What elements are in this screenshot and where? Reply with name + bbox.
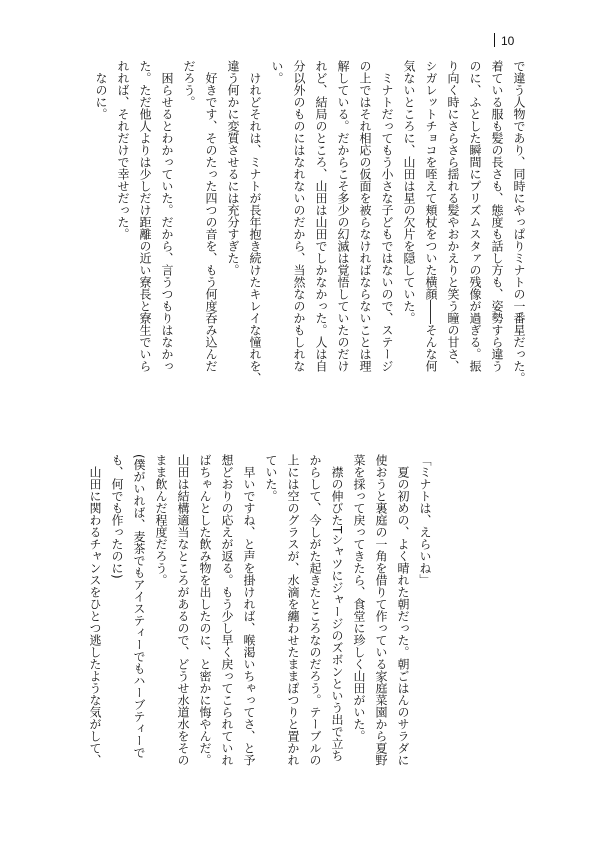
text-line: 違う何かに変質させるには充分すぎた。	[226, 60, 240, 276]
text-line: れれば、それだけで幸せだった。	[116, 60, 130, 240]
text-line: 着ている服も髪の長さも、態度も話し方も、姿勢すら違う	[490, 60, 504, 372]
text-line: ばちゃんとした飲み物を出したのに、と密かに悔やんだ。	[198, 454, 212, 766]
text-line: なのに。	[94, 60, 108, 120]
text-line: 襟の伸びたTシャツにジャージのズボンという出で立ち	[330, 454, 344, 762]
text-line: だろう。	[182, 60, 196, 108]
text-line: れど、結局のところ、山田は山田でしかなかった。人は自	[314, 60, 328, 372]
text-line: 好きです、そのたった四つの音を、もう何度呑み込んだ	[204, 60, 218, 372]
text-line: 気ないところに、山田は星の欠片を隠していた。	[402, 60, 416, 324]
text-line: のに、ふとした瞬間にプリズムスタァの残像が過ぎる。振	[468, 60, 482, 372]
text-line: けれどそれは、ミナトが長年抱き続けたキレイな憧れを、	[248, 60, 262, 384]
text-line: 山田に関わるチャンスをひとつ逃したような気がして、	[88, 454, 102, 766]
text-line: シガレットチョコを咥えて頬杖をついた横顔――そんな何	[424, 60, 438, 372]
text-line: 困らせるとわかっていた。だから、言うつもりはなかっ	[160, 60, 174, 372]
text-line: の上ではそれ相応の仮面を被らなければならないことは理	[358, 60, 372, 372]
text-line: 「ミナトは、えらいね」	[418, 454, 432, 586]
text-line: ミナトだってもう小さな子どもではないので、ステージ	[380, 60, 394, 372]
page-number	[494, 33, 514, 48]
text-line: 山田は結構適当なところがあるので、どうせ水道水をその	[176, 454, 190, 766]
bottom-text-block	[84, 454, 436, 784]
text-line: 菜を採って戻ってきたら、食堂に珍しく山田がいた。	[352, 454, 366, 742]
text-line: 分以外のものにはなれないのだから、当然なのかもしれな	[292, 60, 306, 372]
text-line: 解している。だからこそ多少の幻滅は覚悟していたのだけ	[336, 60, 350, 372]
text-line: からして、今しがた起きたところなのだろう。テーブルの	[308, 454, 322, 766]
text-line: た。ただ他人よりは少しだけ距離の近い寮長と寮生でいら	[138, 60, 152, 372]
text-line: まま飲んだ程度だろう。	[154, 454, 168, 586]
text-line: ていた。	[264, 454, 278, 502]
text-line: り向く時にさらさら揺れる髪やおかえりと笑う瞳の甘さ、	[446, 60, 460, 372]
top-text-block	[90, 60, 530, 390]
page-number-divider	[494, 33, 495, 47]
text-line: 夏の初めの、よく晴れた朝だった。朝ごはんのサラダに	[396, 454, 410, 766]
text-line: も、何でも作ったのに)	[110, 454, 124, 579]
text-line: 早いですね、と声を掛ければ、喉渇いちゃってさ、と予	[242, 454, 256, 766]
text-line: で違う人物であり、同時にやっぱりミナトの一番星だった。	[512, 60, 526, 384]
text-line: い。	[270, 60, 284, 84]
text-line: 想どおりの応えが返る。もう少し早く戻ってこられていれ	[220, 454, 234, 766]
page-number-text: 10	[501, 34, 515, 48]
text-line: (僕がいれば、麦茶でもアイスティーでもハーブティーで	[132, 454, 146, 759]
text-line: 上には空のグラスが、水滴を纏わせたままぽつりと置かれ	[286, 454, 300, 766]
text-line: 使おうと裏庭の一角を借りて作っている家庭菜園から夏野	[374, 454, 388, 766]
